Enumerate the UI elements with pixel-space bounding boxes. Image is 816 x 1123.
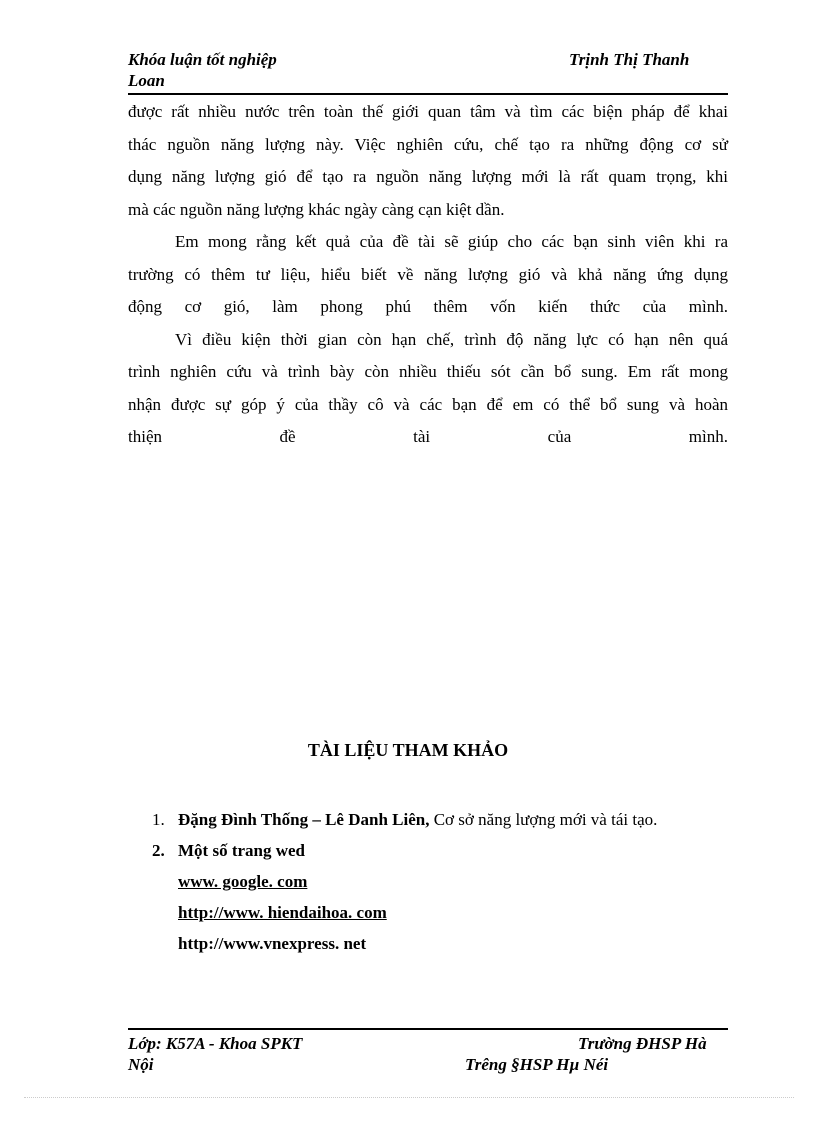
- header-course-title: Khóa luận tốt nghiệp: [128, 50, 277, 69]
- footer-rule: [128, 1028, 728, 1030]
- paragraph-2-line-3: động cơ gió, làm phong phú thêm vốn kiến thức của mình.: [128, 297, 728, 316]
- paragraph-1-line-3: dụng năng lượng gió để tạo ra nguồn năng lượng mới là rất quam trọng, khi: [128, 167, 728, 186]
- paragraph-2-line-2: trường có thêm tư liệu, hiểu biết về năng lượng gió và khả năng ứng dụng: [128, 264, 728, 284]
- footer-class: Lớp: K57A - Khoa SPKT: [128, 1034, 303, 1053]
- reference-title: Cơ sở năng lượng mới và tái tạo.: [429, 810, 658, 829]
- header-rule: [128, 93, 728, 95]
- references-list: [152, 804, 752, 959]
- references-title: TÀI LIỆU THAM KHẢO: [307, 740, 509, 760]
- header-author: Trịnh Thị Thanh: [569, 50, 690, 69]
- body-text: [128, 96, 728, 454]
- paragraph-3-line-4: thiện đề tài của mình.: [128, 427, 728, 446]
- reference-item-2: [152, 835, 752, 866]
- paragraph-1-line-1: được rất nhiều nước trên toàn thế giới quan tâm và tìm các biện pháp để khai: [128, 102, 728, 121]
- reference-number: 2.: [152, 841, 165, 860]
- reference-link-google[interactable]: www. google. com: [178, 872, 308, 891]
- footer-university: Trường ĐHSP Hà: [578, 1034, 707, 1053]
- footer-university-legacy: Trêng §HSP Hµ Néi: [465, 1055, 609, 1074]
- paragraph-1-line-4: mà các nguồn năng lượng khác ngày càng cạn kiệt dần.: [128, 199, 505, 219]
- reference-item-1: [152, 804, 752, 835]
- header-author-continued: Loan: [128, 71, 165, 90]
- reference-number: 1.: [152, 810, 165, 829]
- paragraph-3-line-2: trình nghiên cứu và trình bày còn nhiều thiếu sót cần bổ sung. Em rất mong: [128, 362, 728, 381]
- paragraph-2-line-1: Em mong rằng kết quả của đề tài sẽ giúp cho các bạn sinh viên khi ra: [175, 232, 728, 251]
- reference-link-vnexpress: http://www.vnexpress. net: [178, 934, 367, 953]
- page-bottom-dotted-line: [24, 1097, 794, 1098]
- footer-class-continued: Nội: [128, 1055, 154, 1074]
- paragraph-3-line-3: nhận được sự góp ý của thầy cô và các bạn để em có thể bổ sung và hoàn: [128, 394, 728, 414]
- reference-label: Một số trang wed: [178, 841, 306, 860]
- paragraph-3-line-1: Vì điều kiện thời gian còn hạn chế, trình độ năng lực có hạn nên quá: [175, 329, 728, 349]
- reference-authors: Đặng Đình Thống – Lê Danh Liên,: [178, 810, 430, 829]
- reference-link-hiendaihoa[interactable]: http://www. hiendaihoa. com: [178, 903, 387, 922]
- paragraph-1-line-2: thác nguồn năng lượng này. Việc nghiên cứu, chế tạo ra những động cơ sử: [128, 134, 728, 154]
